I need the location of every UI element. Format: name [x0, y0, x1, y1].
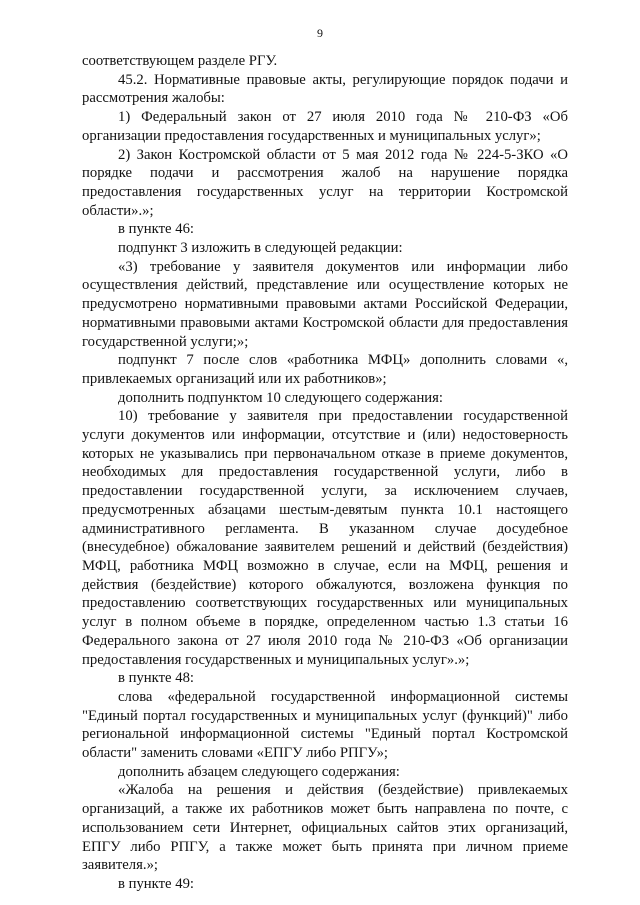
paragraph: в пункте 48:: [118, 670, 194, 687]
paragraph: дополнить абзацем следующего содержания:: [118, 763, 400, 780]
paragraph: в пункте 46:: [118, 221, 194, 238]
page-number: 9: [317, 26, 323, 40]
paragraph: подпункт 7 после слов «работника МФЦ» дополнить словами «, привлекаемых организаций или их работников»;: [82, 352, 568, 387]
paragraph: в пункте 49:: [118, 875, 194, 892]
paragraph: «3) требование у заявителя документов или информации либо осуществления действий, представление или осуществление которых не предусмотрено нормативными правовыми актами Российской Федерации, нормативными правовыми актами Костромской области для предоставления государственной услуги;»;: [82, 258, 568, 350]
paragraph: соответствующем разделе РГУ.: [82, 53, 278, 69]
paragraph: 2) Закон Костромской области от 5 мая 2012 года № 224-5-ЗКО «О порядке подачи и рассмотрения жалоб на нарушение порядка предоставления государственных услуг на территории Костромской области».»;: [82, 146, 568, 219]
document-body: [82, 52, 568, 894]
paragraph: «Жалоба на решения и действия (бездействие) привлекаемых организаций, а также их работников может быть направлена по почте, с использованием сети Интернет, официальных сайтов этих организаций, ЕПГУ либо РПГУ, а также может быть принята при личном приеме заявителя.»;: [82, 782, 568, 874]
paragraph: дополнить подпунктом 10 следующего содержания:: [118, 389, 444, 406]
paragraph: 1) Федеральный закон от 27 июля 2010 года № 210-ФЗ «Об организации предоставления государственных и муниципальных услуг»;: [82, 109, 568, 144]
paragraph: слова «федеральной государственной информационной системы "Единый портал государственных и муниципальных услуг (функций)" либо региональной информационной системы "Единый портал Костромской области" заменить словами «ЕПГУ либо РПГУ»;: [82, 688, 568, 762]
paragraph: 10) требование у заявителя при предоставлении государственной услуги документов или информации, отсутствие и (или) недостоверность которых не указывались при первоначальном отказе в приеме документов, необходимых для предоставления государственной услуги, либо в предоставлении государственной услуги, за исключением случаев, предусмотренных абзацами шестым-девятым пункта 10.1 настоящего административного регламента. В указанном случае досудебное (внесудебное) обжалование заявителем решений и действий (бездействия) МФЦ, работника МФЦ возможно в случае, если на МФЦ, решения и действия (бездействие) которого обжалуются, возложена функция по предоставлению соответствующих государственных или муниципальных услуг в полном объеме в порядке, определенном частью 1.3 статьи 16 Федерального закона от 27 июля 2010 года № 210-ФЗ «Об организации предоставления государственных и муниципальных услуг».»;: [82, 408, 568, 668]
paragraph: подпункт 3 изложить в следующей редакции:: [118, 240, 403, 257]
paragraph: 45.2. Нормативные правовые акты, регулирующие порядок подачи и рассмотрения жалобы:: [82, 71, 568, 107]
